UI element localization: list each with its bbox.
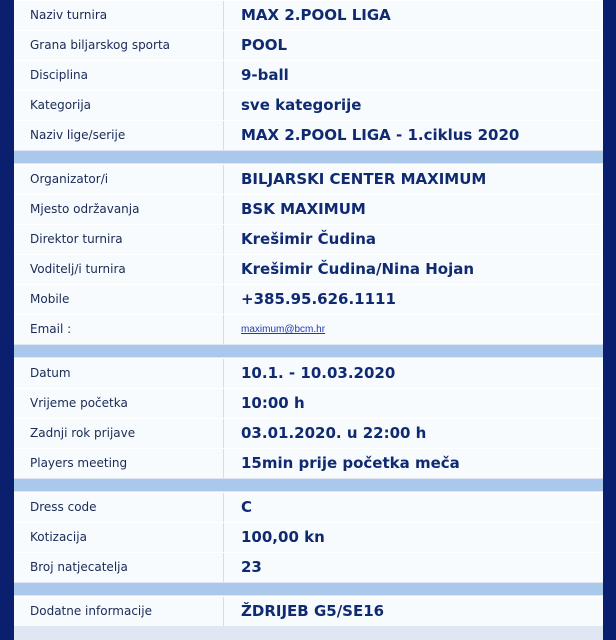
row-label: Mjesto održavanja xyxy=(14,195,224,224)
row-value: BILJARSKI CENTER MAXIMUM xyxy=(241,170,487,188)
row-discipline xyxy=(14,60,603,90)
row-league-name xyxy=(14,120,603,150)
row-value: MAX 2.POOL LIGA - 1.ciklus 2020 xyxy=(241,126,520,144)
row-value: +385.95.626.1111 xyxy=(241,290,396,308)
row-label: Zadnji rok prijave xyxy=(14,419,224,448)
row-label: Direktor turnira xyxy=(14,225,224,254)
row-mobile xyxy=(14,284,603,314)
row-label: Vrijeme početka xyxy=(14,389,224,418)
row-label: Organizator/i xyxy=(14,165,224,194)
row-label: Mobile xyxy=(14,285,224,314)
row-value: 100,00 kn xyxy=(241,528,325,546)
row-date xyxy=(14,358,603,388)
row-label: Email : xyxy=(14,315,224,344)
row-label: Kotizacija xyxy=(14,523,224,552)
row-category xyxy=(14,90,603,120)
row-value: 10.1. - 10.03.2020 xyxy=(241,364,396,382)
row-additional-info xyxy=(14,596,603,626)
row-value: sve kategorije xyxy=(241,96,362,114)
row-director xyxy=(14,224,603,254)
row-tournament-name xyxy=(14,0,603,30)
row-value: MAX 2.POOL LIGA xyxy=(241,6,391,24)
row-venue xyxy=(14,194,603,224)
row-email xyxy=(14,314,603,344)
row-value: 10:00 h xyxy=(241,394,305,412)
row-sport-branch xyxy=(14,30,603,60)
row-label: Broj natjecatelja xyxy=(14,553,224,582)
section-separator xyxy=(14,151,603,163)
row-value: 23 xyxy=(241,558,262,576)
row-label: Voditelj/i turnira xyxy=(14,255,224,284)
row-label: Naziv turnira xyxy=(14,1,224,30)
row-label: Kategorija xyxy=(14,91,224,120)
section-separator xyxy=(14,345,603,357)
row-label: Grana biljarskog sporta xyxy=(14,31,224,60)
row-value: Krešimir Čudina/Nina Hojan xyxy=(241,260,475,278)
row-registration-deadline xyxy=(14,418,603,448)
section-separator xyxy=(14,479,603,491)
row-dress-code xyxy=(14,492,603,522)
row-competitors-count xyxy=(14,552,603,582)
row-label: Disciplina xyxy=(14,61,224,90)
row-label: Naziv lige/serije xyxy=(14,121,224,150)
section-separator xyxy=(14,583,603,595)
row-value: POOL xyxy=(241,36,288,54)
row-label: Datum xyxy=(14,359,224,388)
email-link[interactable]: maximum@bcm.hr xyxy=(241,324,326,335)
row-label: Dodatne informacije xyxy=(14,597,224,626)
row-value: 15min prije početka meča xyxy=(241,454,460,472)
row-label: Players meeting xyxy=(14,449,224,478)
row-entry-fee xyxy=(14,522,603,552)
row-start-time xyxy=(14,388,603,418)
row-value: 03.01.2020. u 22:00 h xyxy=(241,424,427,442)
row-organizer xyxy=(14,164,603,194)
row-label: Dress code xyxy=(14,493,224,522)
row-value: Krešimir Čudina xyxy=(241,230,377,248)
right-border xyxy=(603,0,616,640)
row-value: C xyxy=(241,498,253,516)
row-leaders xyxy=(14,254,603,284)
row-value: 9-ball xyxy=(241,66,289,84)
row-value: BSK MAXIMUM xyxy=(241,200,366,218)
row-value: ŽDRIJEB G5/SE16 xyxy=(241,602,385,620)
row-players-meeting xyxy=(14,448,603,478)
